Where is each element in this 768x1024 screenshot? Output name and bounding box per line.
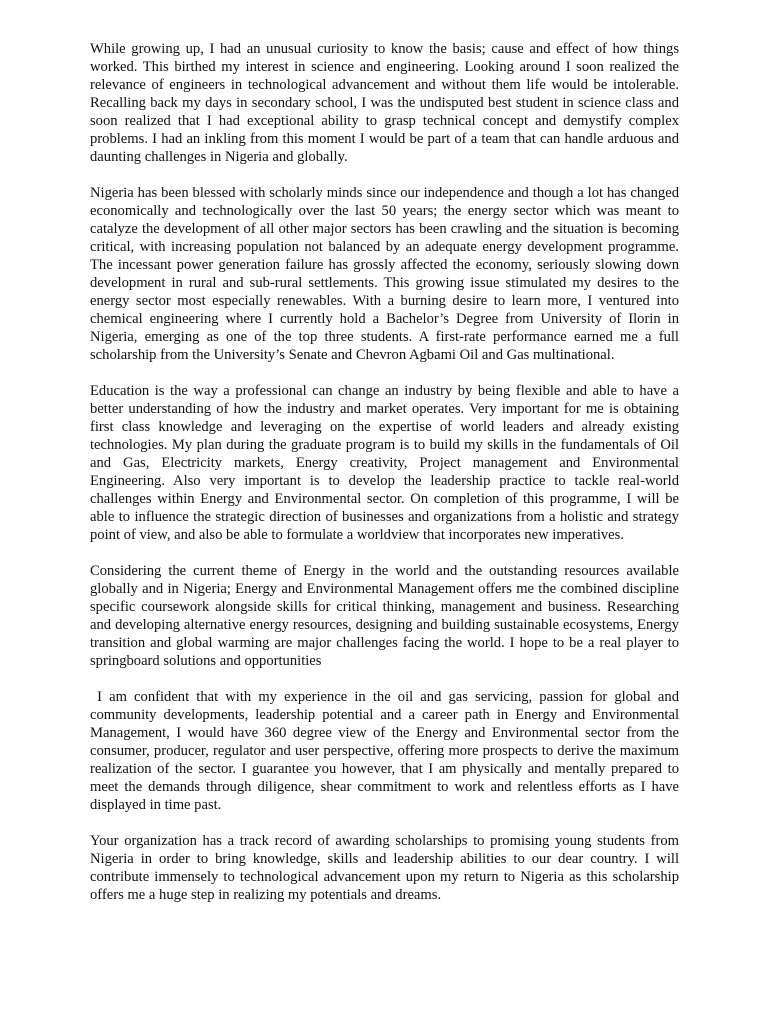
paragraph-education-plan: Education is the way a professional can change an industry by being flexible and able to have a better understanding of how the industry and market operates. Very important for me is obtaining first class knowledge and leveraging on the expertise of world leaders and already existing technologies. My plan during the graduate program is to build my skills in the fundamentals of Oil and Gas, Electricity markets, Energy creativity, Project management and Environmental Engineering. Also very important is to develop the leadership practice to tackle real-world challenges within Energy and Environmental sector. On completion of this programme, I will be able to influence the strategic direction of businesses and organizations from a holistic and strategy point of view, and also be able to formulate a worldview that incorporates new imperatives.: [90, 383, 679, 543]
document-page: [90, 40, 683, 922]
paragraph-program-fit: Considering the current theme of Energy in the world and the outstanding resources available globally and in Nigeria; Energy and Environmental Management offers me the combined discipline specific coursework alongside skills for critical thinking, management and business. Researching and developing alternative energy resources, designing and building sustainable ecosystems, Energy transition and global warming are major challenges facing the world. I hope to be a real player to springboard solutions and opportunities: [90, 563, 679, 669]
paragraph-confidence: I am confident that with my experience in the oil and gas servicing, passion for global and community developments, leadership potential and a career path in Energy and Environmental Management, I would have 360 degree view of the Energy and Environmental sector from the consumer, producer, regulator and user perspective, offering more prospects to derive the maximum realization of the sector. I guarantee you however, that I am physically and mentally prepared to meet the demands through diligence, shear commitment to work and relentless efforts as I have displayed in time past.: [90, 689, 683, 813]
paragraph-energy-sector: Nigeria has been blessed with scholarly minds since our independence and though a lot has changed economically and technologically over the last 50 years; the energy sector which was meant to catalyze the development of all other major sectors has been crawling and the situation is becoming critical, with increasing population not balanced by an adequate energy development programme. The incessant power generation failure has grossly affected the economy, seriously slowing down development in rural and sub-rural settlements. This growing issue stimulated my desires to the energy sector most especially renewables. With a burning desire to learn more, I ventured into chemical engineering where I currently hold a Bachelor’s Degree from University of Ilorin in Nigeria, emerging as one of the top three students. A first-rate performance earned me a full scholarship from the University’s Senate and Chevron Agbami Oil and Gas multinational.: [90, 185, 679, 363]
paragraph-curiosity: While growing up, I had an unusual curiosity to know the basis; cause and effect of how things worked. This birthed my interest in science and engineering. Looking around I soon realized the relevance of engineers in technological advancement and without them life would be intolerable. Recalling back my days in secondary school, I was the undisputed best student in science class and soon realized that I had exceptional ability to grasp technical concept and demystify complex problems. I had an inkling from this moment I would be part of a team that can handle arduous and daunting challenges in Nigeria and globally.: [90, 41, 679, 165]
paragraph-contribution: Your organization has a track record of awarding scholarships to promising young students from Nigeria in order to bring knowledge, skills and leadership abilities to our dear country. I will contribute immensely to technological advancement upon my return to Nigeria as this scholarship offers me a huge step in realizing my potentials and dreams.: [90, 833, 679, 903]
